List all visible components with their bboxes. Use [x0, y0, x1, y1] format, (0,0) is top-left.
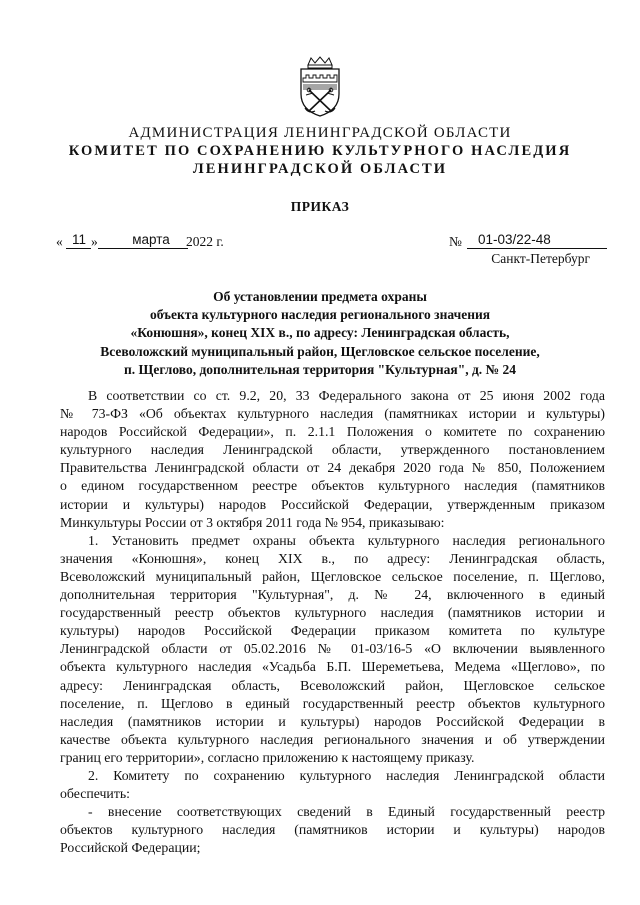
body-line: границ его территории», согласно приложению к настоящему приказу. — [60, 749, 475, 765]
city-name: Санкт-Петербург — [491, 251, 590, 266]
body-line: истории и культуры) народов Российской Федерации, утвержденным приказом — [60, 496, 605, 512]
body-line: 2. Комитету по сохранению культурного наследия Ленинградской области — [88, 767, 605, 783]
body-line: наследия (памятников истории и культуры) народов Российской Федерации в — [60, 713, 605, 729]
subject-line: Об установлении предмета охраны — [213, 289, 427, 304]
date-year: 2022 г. — [186, 234, 224, 249]
order-subject — [60, 288, 580, 379]
date-month: марта — [132, 232, 170, 247]
order-date — [56, 232, 356, 252]
body-line: объектов культурного наследия (памятников истории и культуры) народов — [60, 822, 605, 838]
date-day: 11 — [71, 232, 86, 247]
organization-name: АДМИНИСТРАЦИЯ ЛЕНИНГРАДСКОЙ ОБЛАСТИ — [128, 125, 512, 141]
order-number — [449, 232, 609, 252]
day-underline — [66, 248, 91, 249]
document-type-title: ПРИКАЗ — [290, 199, 350, 214]
subject-line: Всеволожский муниципальный район, Щегловское сельское поселение, — [100, 343, 540, 359]
body-line: культуры) народов Российской Федерации приказом комитета по культуре — [60, 623, 605, 639]
subject-line: «Конюшня», конец XIX в., по адресу: Ленинградская область, — [130, 325, 510, 341]
number-sign: № — [449, 234, 462, 249]
body-line: Всеволожский муниципальный район, Щегловское сельское поселение, п. Щеглово, — [60, 568, 605, 584]
coat-of-arms-icon — [295, 56, 345, 118]
body-line: адресу: Ленинградская область, Всеволожский район, Щегловское сельское — [60, 677, 605, 693]
body-line: обеспечить: — [60, 786, 130, 802]
body-line: народов Российской Федерации», п. 2.1.1 Положения о комитете по сохранению — [60, 424, 605, 440]
body-line: культурного наследия Ленинградской области, утвержденного постановлением — [60, 442, 605, 458]
subject-line: п. Щеглово, дополнительная территория "Культурная", д. № 24 — [123, 361, 517, 377]
body-line: Ленинградской области от 05.02.2016 № 01-03/16-5 «О включении выявленного — [60, 641, 605, 657]
order-body — [60, 387, 605, 857]
date-quote-open: « — [56, 234, 63, 249]
subject-line: объекта культурного наследия регионального значения — [149, 307, 491, 323]
body-line: значения «Конюшня», конец XIX в., по адресу: Ленинградская область, — [60, 550, 605, 566]
body-line: № 73-ФЗ «Об объектах культурного наследия (памятниках истории и культуры) — [60, 406, 605, 422]
committee-name-line-2: ЛЕНИНГРАДСКОЙ ОБЛАСТИ — [192, 161, 448, 177]
body-line: дополнительная территория "Культурная", д. № 24, включенного в единый — [60, 587, 605, 603]
body-line: государственный реестр объектов культурного наследия (памятников истории и — [60, 605, 605, 621]
body-line: Минкультуры России от 3 октября 2011 года № 954, приказываю: — [60, 514, 445, 530]
committee-name-line-1: КОМИТЕТ ПО СОХРАНЕНИЮ КУЛЬТУРНОГО НАСЛЕДИЯ — [68, 143, 572, 159]
body-line: 1. Установить предмет охраны объекта культурного наследия регионального — [88, 532, 605, 548]
body-line: Правительства Ленинградской области от 24 декабря 2020 года № 850, Положением — [60, 460, 605, 476]
body-line: качестве объекта культурного наследия регионального значения и об утверждении — [60, 731, 605, 747]
date-quote-close: » — [91, 234, 98, 249]
body-line: В соответствии со ст. 9.2, 20, 33 Федерального закона от 25 июня 2002 года — [88, 388, 605, 403]
body-line: - внесение соответствующих сведений в Единый государственный реестр — [88, 804, 605, 820]
month-underline — [98, 248, 188, 249]
number-value: 01-03/22-48 — [478, 232, 551, 247]
body-line: объекта культурного наследия «Усадьба Б.П. Шереметьева, Медема «Щеглово», по — [60, 659, 605, 675]
body-line: Российской Федерации; — [60, 840, 201, 856]
body-line: о едином государственном реестре объектов культурного наследия (памятников — [60, 478, 605, 494]
body-line: поселение, п. Щеглово в единый государственный реестр объектов культурного — [60, 695, 605, 711]
number-underline — [467, 248, 607, 249]
